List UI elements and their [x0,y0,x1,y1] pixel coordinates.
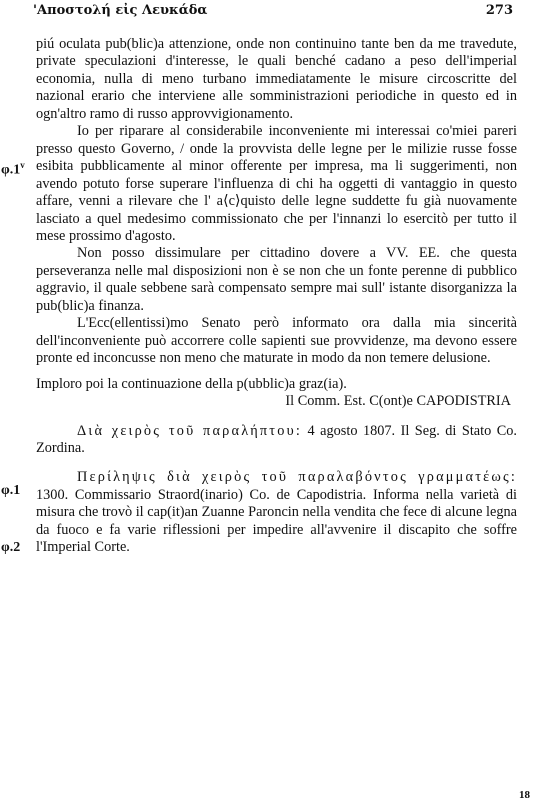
note-1-text: 4 agosto 1807. Il Seg. di Stato Co. Zordina. [36,422,517,456]
page-number: 273 [485,3,513,18]
sheet-number: 18 [519,789,530,801]
spacer [36,368,517,376]
margin-ref-1 [1,160,25,179]
spacer [36,411,517,423]
note-2-text: 1300. Commissario Straord(inario) Co. de Capodistria. Informa nella varietà di misura che trovò il cap(it)an Zuanne Paroncin nella vendita che fece di alcune legna da fuoco e fa varie riflessioni per impedire all'avvenire il discapito che soffre l'Imperial Corte. [36,486,517,556]
margin-ref-1-main: φ.1 [1,162,21,178]
running-title: 'Αποστολή εἰς Λευκάδα [33,3,208,18]
note-2-greek: Περίληψις διὰ χειρὸς τοῦ παραλαβόντος γραμματέως: [77,469,517,486]
paragraph-4: L'Ecc(ellentissi)mo Senato però informato ora dalla mia sincerità dell'inconveniente può accorrere colle sapienti sue provvidenze, ma devono essere pronte ed inconcusse non meno che maturate in modo da non temere delusione. [36,315,517,367]
note-2 [36,469,517,556]
margin-ref-3: φ.2 [1,540,21,555]
paragraph-closing: Imploro poi la continuazione della p(ubblic)a graz(ia). [36,375,347,392]
margin-ref-1-sup: v [20,160,25,170]
signature: Il Comm. Est. C(ont)e CAPODISTRIA [285,393,511,410]
paragraph-2: Io per riparare al considerabile inconveniente mi interessai co'miei pareri presso questo Governo, / onde la provvista delle legne per le milizie russe fosse esibita pubblicamente al minor offerente per impresa, ma li suggerimenti, non avendo potuto forse superare l'influenza di chi ha oggetti di vantaggio in questo affare, venni a rilevare che l' a⟨c⟩quisto delle legne suddette fu già nuovamente lasciato a quel medesimo commissionato che per l'innanzi lo esercitò per tutto il mese prossimo d'agosto. [36,123,517,244]
note-1-greek: Διὰ χειρὸς τοῦ παραλήπτου: [77,422,303,439]
spacer [36,457,517,469]
margin-ref-2: φ.1 [1,483,21,498]
body-text [36,36,517,557]
paragraph-1: piú oculata pub(blic)a attenzione, onde non continuino tante ben da me travedute, private speculazioni d'interesse, le quali benché cadano a peso dell'imperial economia, nulla di meno turbano immediatamente le misure circoscritte del nazional erario che interviene alle somministrazioni periodiche in questo ed in ogn'altro ramo di russo approvvigionamento. [36,36,517,122]
note-1 [36,423,517,458]
paragraph-3: Non posso dissimulare per cittadino dovere a VV. EE. che questa perseveranza nelle mal disposizioni non è se non che un fonte perenne di pubblico aggravio, il quale sebbene sarà compensato sempre mai sull' istante disorganizza la pub(blic)a finanza. [36,245,517,314]
